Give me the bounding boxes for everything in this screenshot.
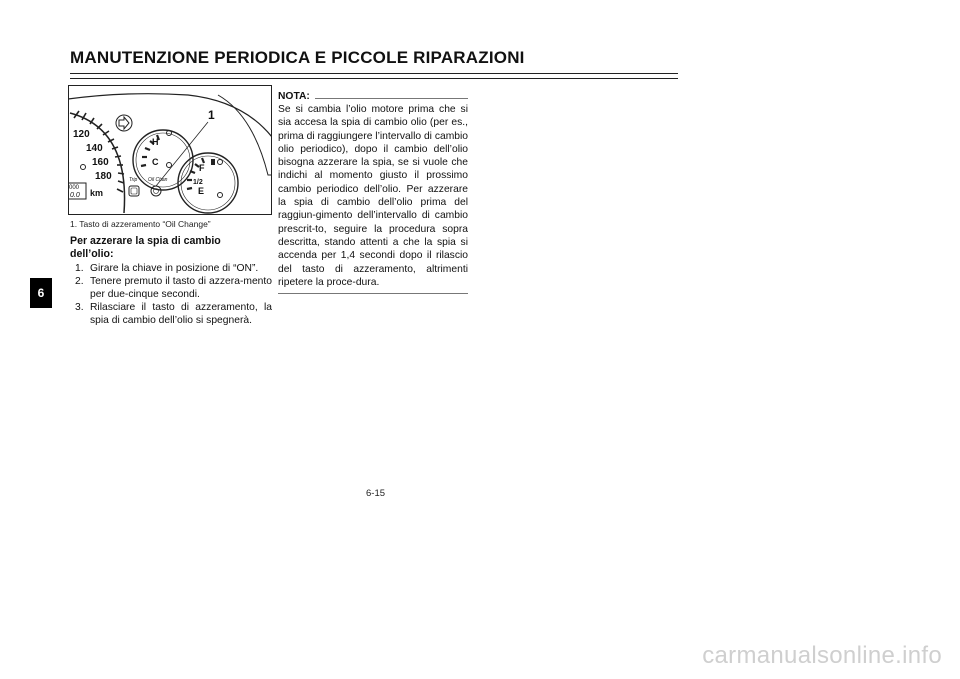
section-heading-line: dell’olio: [70,248,114,260]
odometer-prefix: 000 [69,185,80,191]
note-text: Se si cambia l’olio motore prima che si sia accesa la spia di cambio olio (per es., prima di raggiungere l’intervallo di cambio olio periodico), dopo il cambio dell’olio bisogna azzerare la spia, se si vuole che indichi al momento giusto il prossimo cambio periodico dell’olio. Per azzerare la spia di cambio dell’olio prima del raggiun-gimento dell’intervallo di cambio prescrit-to, seguire la procedura sopra descritta, stando attenti a che la spia si accenda per 1,4 secondi dopo il rilascio del tasto di azzeramento, altrimenti ripetere la proce-dura. [278,104,469,288]
page-number: 6-15 [366,488,386,499]
procedure-section [70,235,272,327]
fuel-empty-label: E [198,186,205,196]
list-item [70,275,272,301]
page-title: MANUTENZIONE PERIODICA E PICCOLE RIPARAZIONI [70,48,525,67]
speed-tick-label: 180 [95,171,112,182]
fuel-pump-icon [211,159,215,165]
speed-unit: km [90,188,104,198]
list-item [70,301,272,327]
section-heading-line: Per azzerare la spia di cambio [70,235,221,247]
fuel-full-label: F [199,163,205,173]
speed-tick-label: 120 [73,129,90,140]
instrument-panel-figure [68,85,272,215]
note-end-rule [278,293,468,294]
note-box [278,90,468,294]
speed-tick-label: 140 [86,143,103,154]
odometer-value: 0.0 [70,192,80,199]
list-item [70,262,272,275]
note-rule [315,98,468,99]
watermark: carmanualsonline.info [702,642,942,669]
note-header [278,90,468,103]
trip-label: Trip [129,177,138,183]
section-heading [70,235,272,261]
callout-number: 1 [208,108,215,122]
chapter-tab: 6 [30,278,52,308]
step-number: 2. [75,276,84,287]
step-text: Girare la chiave in posizione di “ON”. [90,263,259,274]
speed-tick-label: 160 [92,157,109,168]
figure-caption: 1. Tasto di azzeramento “Oil Change” [70,219,211,229]
title-rule [70,73,678,79]
step-number: 3. [75,302,84,313]
step-text: Tenere premuto il tasto di azzera-mento per due-cinque secondi. [90,276,272,300]
fuel-half-label: 1/2 [193,179,203,186]
instrument-panel-illustration [68,85,272,215]
temperature-high-label: H [152,137,159,147]
step-list [70,262,272,327]
step-number: 1. [75,263,84,274]
note-label: NOTA: [278,91,310,102]
temperature-cold-label: C [152,157,159,167]
step-text: Rilasciare il tasto di azzeramento, la spia di cambio dell’olio si spegnerà. [90,302,272,326]
oil-change-label: Oil Chan [148,177,168,183]
